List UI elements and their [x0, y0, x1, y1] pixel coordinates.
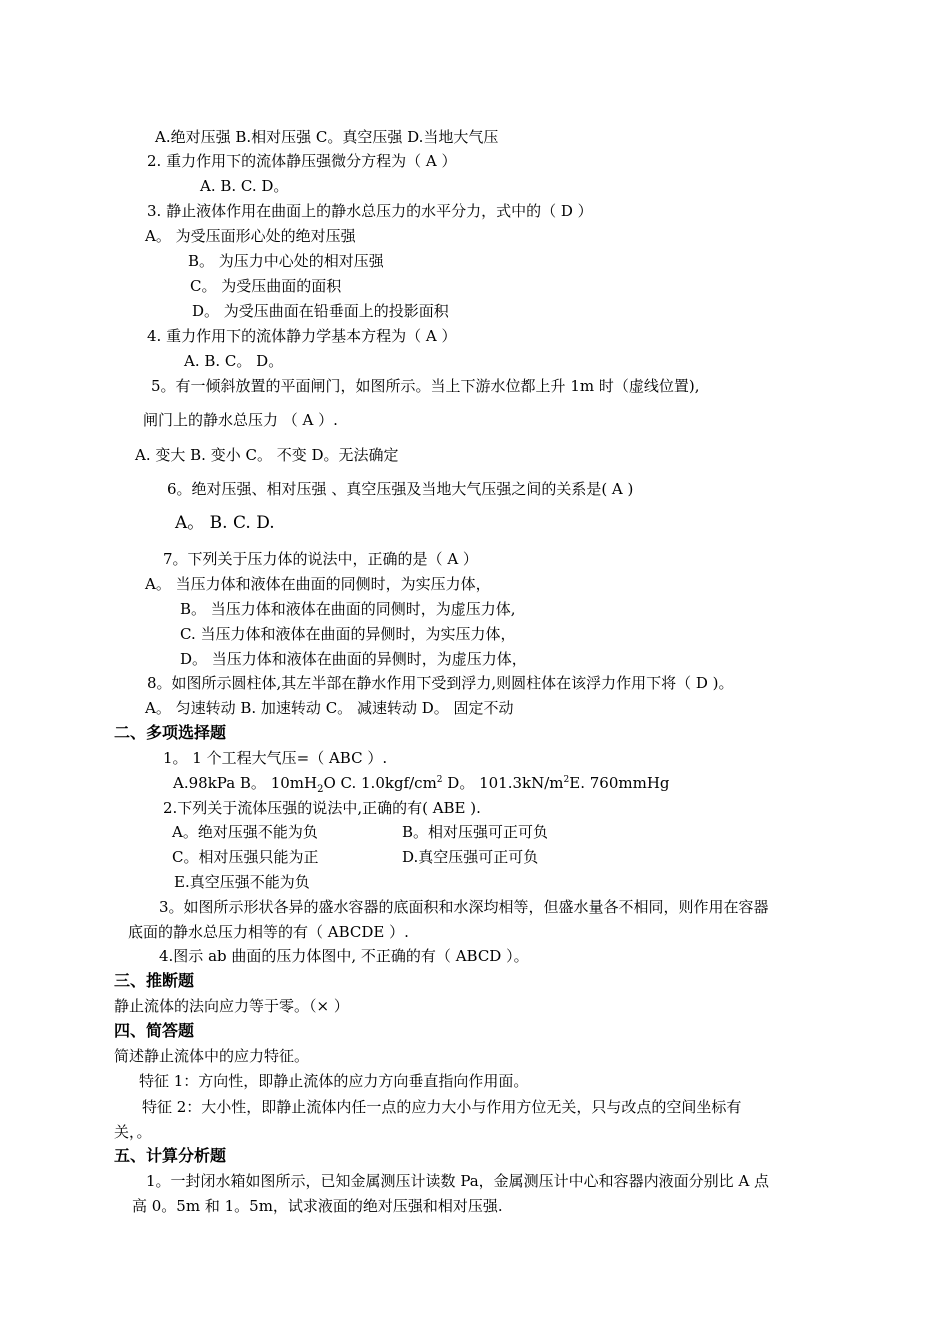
m3-question-line1: 3。如图所示形状各异的盛水容器的底面积和水深均相等，但盛水量各不相同，则作用在容器: [159, 898, 769, 916]
m1-options: A.98kPa B。 $10mH_2O$ C. $1.0kgf/cm^2$ D。 $101.3kN/m^2E$. 760mmHg: [173, 774, 670, 795]
q7-question: 7。下列关于压力体的说法中，正确的是（ A ）: [163, 550, 478, 568]
m2-option-b: B。相对压强可正可负: [402, 823, 549, 841]
c1-question-line1: 1。一封闭水箱如图所示，已知金属测压计读数 Pa，金属测压计中心和容器内液面分别比 A 点: [146, 1172, 770, 1190]
s1-feature-2-line1: 特征 2：大小性，即静止流体内任一点的应力大小与作用方位无关，只与改点的空间坐标有: [142, 1098, 742, 1116]
s1-feature-2-line2: 关，。: [114, 1123, 152, 1141]
m2-option-e: E.真空压强不能为负: [174, 873, 310, 891]
q3-option-b: B。 为压力中心处的相对压强: [188, 252, 384, 270]
q6-options: A。 B. C. D.: [175, 513, 275, 533]
m2-option-a: A。绝对压强不能为负: [172, 823, 318, 841]
q3-option-d: D。 为受压曲面在铅垂面上的投影面积: [192, 302, 449, 320]
s1-question: 简述静止流体中的应力特征。: [114, 1047, 310, 1065]
j1-statement: 静止流体的法向应力等于零。（× ）: [114, 997, 349, 1015]
q5-question-line1: 5。有一倾斜放置的平面闸门，如图所示。当上下游水位都上升 1m 时（虚线位置),: [151, 377, 700, 395]
q5-options: A. 变大 B. 变小 C。 不变 D。无法确定: [135, 446, 399, 464]
s1-feature-1: 特征 1：方向性，即静止流体的应力方向垂直指向作用面。: [139, 1072, 529, 1090]
q3-question: 3. 静止液体作用在曲面上的静水总压力的水平分力，式中的（ D ）: [147, 202, 593, 220]
section-title-multiple-choice: 二、多项选择题: [114, 723, 227, 742]
q1-options: A.绝对压强 B.相对压强 C。真空压强 D.当地大气压: [155, 128, 499, 146]
q4-question: 4. 重力作用下的流体静力学基本方程为（ A ）: [147, 327, 457, 345]
q7-option-d: D。 当压力体和液体在曲面的异侧时，为虚压力体，: [180, 650, 527, 668]
section-title-judgement: 三、推断题: [114, 971, 195, 990]
q7-option-b: B。 当压力体和液体在曲面的同侧时，为虚压力体,: [180, 600, 516, 618]
q3-option-c: C。 为受压曲面的面积: [190, 277, 342, 295]
m2-option-d: D.真空压强可正可负: [402, 848, 539, 866]
q6-question: 6。绝对压强、相对压强 、真空压强及当地大气压强之间的关系是( A ): [167, 480, 634, 498]
m2-option-c: C。相对压强只能为正: [172, 848, 319, 866]
q2-options: A. B. C. D。: [200, 177, 289, 195]
m2-question: 2.下列关于流体压强的说法中,正确的有( ABE ).: [163, 799, 481, 817]
q7-option-a: A。 当压力体和液体在曲面的同侧时，为实压力体，: [145, 575, 491, 593]
section-title-calculation: 五、计算分析题: [114, 1146, 227, 1165]
q4-options: A. B. C。 D。: [184, 352, 284, 370]
m1-question: 1。 1 个工程大气压=（ ABC ）.: [163, 749, 388, 767]
c1-question-line2: 高 0。5m 和 1。5m，试求液面的绝对压强和相对压强.: [132, 1197, 503, 1215]
q3-option-a: A。 为受压面形心处的绝对压强: [145, 227, 356, 245]
q5-question-line2: 闸门上的静水总压力 （ A ）.: [143, 411, 338, 429]
q8-options: A。 匀速转动 B. 加速转动 C。 减速转动 D。 固定不动: [145, 699, 514, 717]
q7-option-c: C. 当压力体和液体在曲面的异侧时，为实压力体，: [180, 625, 516, 643]
q8-question: 8。如图所示圆柱体,其左半部在静水作用下受到浮力,则圆柱体在该浮力作用下将（ D )。: [147, 674, 734, 692]
m4-question: 4.图示 ab 曲面的压力体图中, 不正确的有（ ABCD ）。: [159, 947, 529, 965]
q2-question: 2. 重力作用下的流体静压强微分方程为（ A ）: [147, 152, 457, 170]
m3-question-line2: 底面的静水总压力相等的有（ ABCDE ）.: [128, 923, 409, 941]
section-title-short-answer: 四、简答题: [114, 1021, 195, 1040]
